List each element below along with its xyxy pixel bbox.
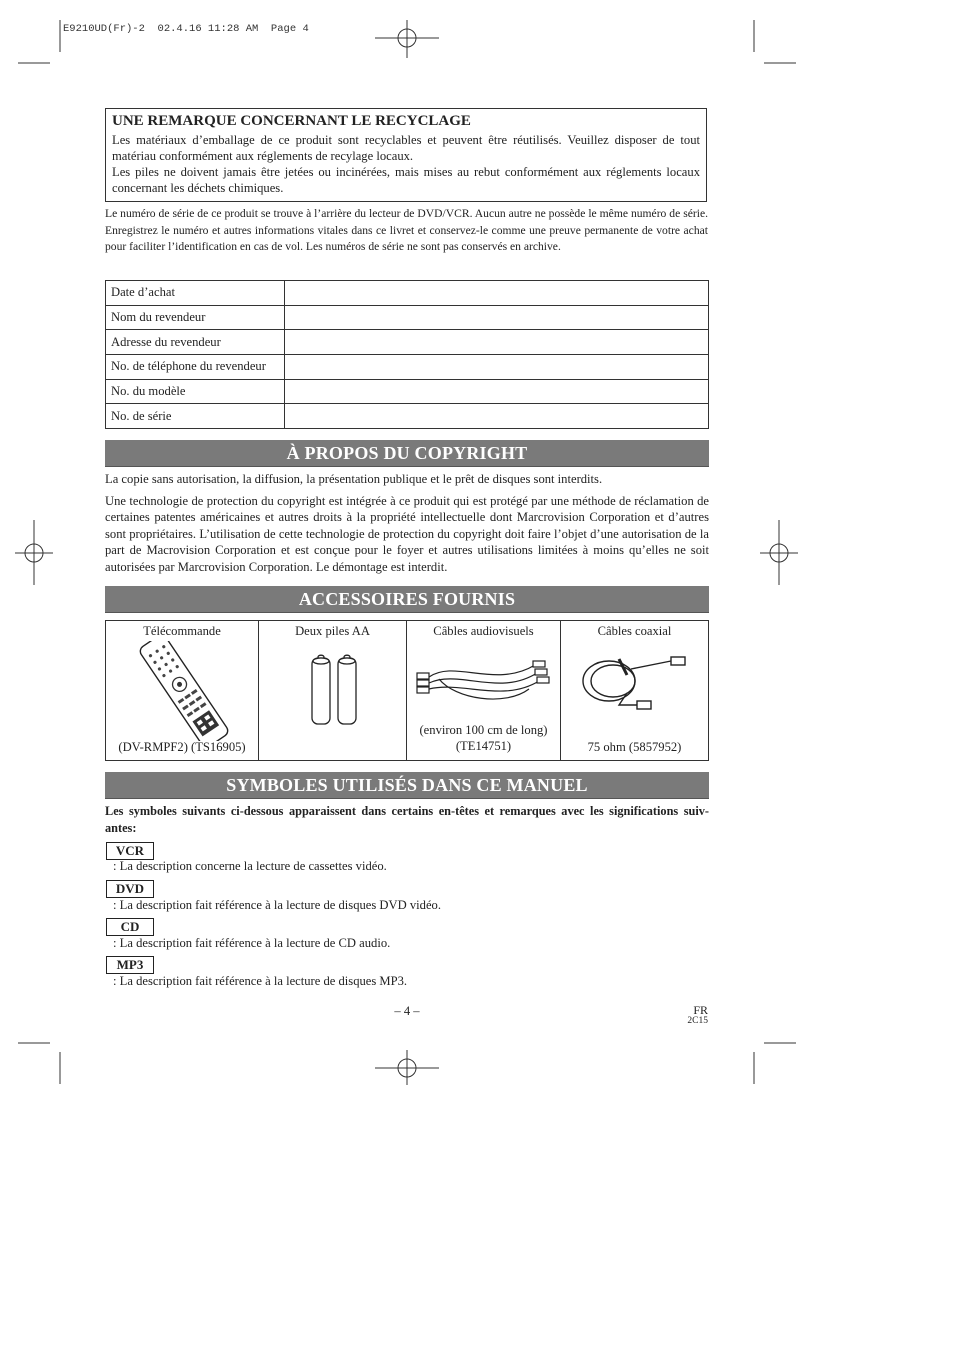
accessory-batteries [259,621,407,761]
recycling-title: UNE REMARQUE CONCERNANT LE RECYCLAGE [112,113,471,129]
accessory-model: (TE14751) [455,739,512,753]
accessory-av-cables [407,621,561,761]
print-slug: E9210UD(Fr)-2 02.4.16 11:28 AM Page 4 [63,23,309,35]
row-value [285,305,709,330]
table-row [106,330,709,355]
accessory-coaxial-cable [561,621,709,761]
row-value [285,281,709,306]
cd-description: : La description fait référence à la lecture de CD audio. [113,936,391,950]
cd-badge: CD [106,918,154,936]
table-row [106,281,709,306]
table-row [106,404,709,429]
dvd-description: : La description fait référence à la lecture de disques DVD vidéo. [113,898,441,912]
row-label: Adresse du revendeur [106,330,285,355]
accessory-length: (environ 100 cm de long) [419,723,548,737]
row-value [285,355,709,380]
aa-batteries-icon [309,651,359,727]
recycling-paragraph-2: Les piles ne doivent jamais être jetées ou incinérées, mais mises au rebut conformément aux réglements locaux concernant les déchets chimiques. [112,165,700,195]
row-label: Nom du revendeur [106,305,285,330]
symbols-heading: SYMBOLES UTILISÉS DANS CE MANUEL [105,772,709,799]
accessories-table [105,620,709,761]
row-value [285,379,709,404]
row-value [285,330,709,355]
mp3-badge: MP3 [106,956,154,974]
remote-control-icon [134,641,234,741]
table-row [106,355,709,380]
copyright-heading: À PROPOS DU COPYRIGHT [105,440,709,467]
page-number: – 4 – [394,1004,420,1018]
mp3-description: : La description fait référence à la lecture de disques MP3. [113,974,408,988]
accessory-remote [106,621,259,761]
row-label: No. de série [106,404,285,429]
dvd-badge: DVD [106,880,154,898]
table-row [106,305,709,330]
copyright-paragraph-2: Une technologie de protection du copyright est intégrée à ce produit qui est protégé par une méthode de réclamation de certaines patentes américaines et autres droits à la propriété intellectuelle dont Marcrovision Corporation et d’autres sont propriétaires. L’utilisation de cette technologie de protection du copyright doit faire l’objet d’une autorisation de la part de Macrovision Corporation et est conçue pour le foyer et autres utilisations limitées à moins qu’elles ne soit autorisées par Marcrovision Corporation. Le démontage est interdit. [105,494,709,574]
symbols-intro: Les symboles suivants ci-dessous apparaissent dans certains en-têtes et remarques avec les significations suiv- antes: [105,804,709,835]
av-cables-icon [415,649,551,705]
recycling-paragraph-1: Les matériaux d’emballage de ce produit sont recyclables et peuvent être réutilisés. Veuillez disposer de tout matériau conformément aux réglements de recylage locaux. [112,133,700,163]
row-label: Date d’achat [106,281,285,306]
vcr-badge: VCR [106,842,154,860]
accessories-heading: ACCESSOIRES FOURNIS [105,586,709,613]
document-code: 2C15 [687,1016,708,1026]
serial-number-note: Le numéro de série de ce produit se trouve à l’arrière du lecteur de DVD/VCR. Aucun autre ne possède le même numéro de série. Enregistrez le numéro et autres informations vitales dans ce livret et conservez-le comme une preuve permanente de votre achat pour faciliter l’identification en cas de vol. Les numéros de série ne sont pas conservés en archive. [105,207,708,254]
row-label: No. du modèle [106,379,285,404]
purchase-record-table [105,280,709,429]
accessory-name: Deux piles AA [295,624,370,638]
coaxial-cable-icon [575,645,695,715]
accessory-name: Télécommande [143,624,221,638]
recycling-notice [105,108,707,202]
table-row [106,379,709,404]
language-code: FR [693,1003,708,1017]
accessory-name: Câbles audiovisuels [433,624,534,638]
row-label: No. de téléphone du revendeur [106,355,285,380]
row-value [285,404,709,429]
copyright-paragraph-1: La copie sans autorisation, la diffusion, la présentation publique et le prêt de disques sont interdits. [105,472,603,486]
accessory-model: (DV-RMPF2) (TS16905) [118,740,246,754]
accessory-model: 75 ohm (5857952) [587,740,682,754]
accessory-name: Câbles coaxial [597,624,672,638]
vcr-description: : La description concerne la lecture de cassettes vidéo. [113,859,387,873]
